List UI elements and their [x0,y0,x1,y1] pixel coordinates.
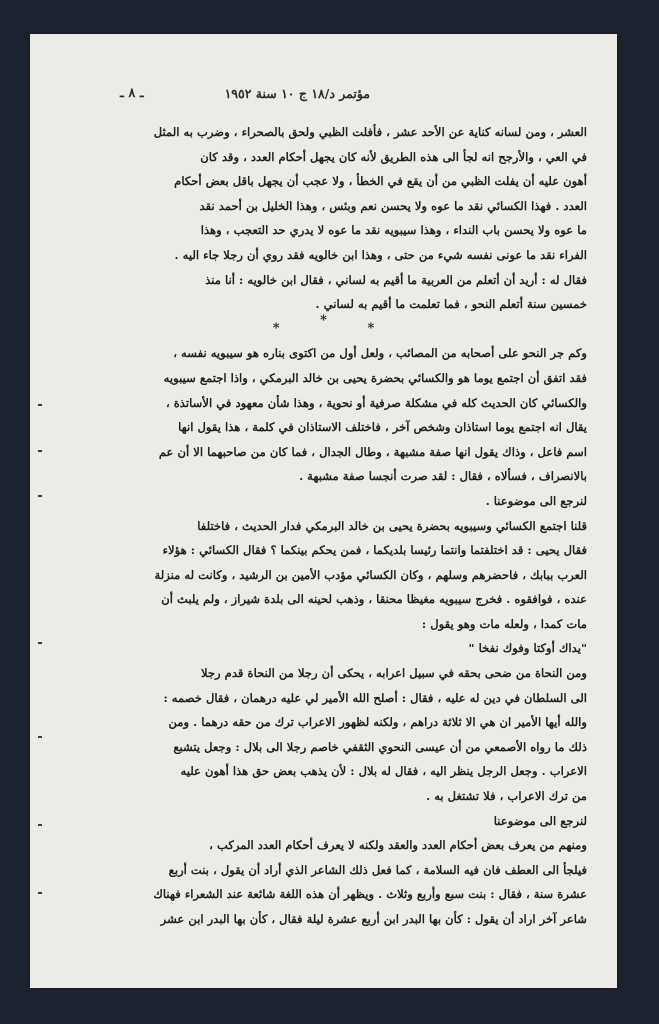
page-number: ـ ٨ ـ [120,86,144,101]
text-line: العشر ، ومن لسانه كناية عن الأحد عشر ، فأفلت الظبي ولحق بالصحراء ، وضرب به المثل [153,125,587,139]
text-line: قلنا اجتمع الكسائي وسيبويه بحضرة يحيى بن خالد البرمكي فدار الحديث ، فاختلفا [197,518,587,533]
margin-mark [38,404,42,406]
text-line: العدد . فهذا الكسائي نقد ما عوه ولا يحسن نعم وبئس ، وهذا الخليل بن أحمد نقد [199,198,587,213]
separator-star: * [320,312,327,328]
text-line: اسم فاعل ، وذاك يقول انها صفة مشبهة ، وطال الجدال ، فما كان من صاحبهما الا أن عم [158,444,587,459]
margin-mark [38,642,42,644]
text-line: أهون عليه أن يفلت الظبي من أن يقع في الخطأ ، ولا عجب أن يجهل باقل بعض أحكام [174,174,587,189]
margin-mark [38,736,42,738]
text-line: شاعر آخر اراد أن يقول : كأن بها البدر ابن أربع عشرة ليلة فقال ، كأن بها البدر ابن عشر [160,912,587,926]
text-line: وكم جر النحو على أصحابه من المصائب ، ولعل أول من اكتوى بناره هو سيبويه نفسه ، [173,346,587,361]
text-line: من ترك الاعراب ، فلا تشتغل به . [426,789,587,804]
text-line: يقال انه اجتمع يوما استاذان وشخص آخر ، فاختلف الاستاذان في كلمة ، هذا يقول انها [178,420,587,435]
text-line: الفراء نقد ما عونى نفسه شيء من حتى ، وهذا ابن خالويه فقد روي أن رجلا جاء اليه . [174,247,587,262]
text-line: لنرجع الى موضوعنا . [485,493,587,508]
text-line: ذلك ما رواه الأصمعي من أن عيسى النحوي الثقفي خاصم رجلا الى بلال : وجعل يتشبع [173,739,587,754]
text-line: فيلجأ الى العطف فان فيه السلامة ، كما فعل ذلك الشاعر الذي أراد أن يقول ، بنت أربع [168,862,587,877]
margin-mark [38,450,42,452]
text-line: ومنهم من يعرف بعض أحكام العدد والعقد ولكنه لا يعرف أحكام العدد المركب ، [209,838,587,853]
text-line: الى السلطان في دين له عليه ، فقال : أصلح الله الأمير لي عليه درهمان ، فقال خصمه : [163,690,587,705]
text-line: العرب ببابك ، فاحضرهم وسلهم ، وكان الكسائي مؤدب الأمين بن الرشيد ، وكانت له منزلة [154,567,587,582]
text-line: لنرجع الى موضوعنا [493,813,587,828]
quoted-verse: "يداك أوكتا وفوك نفخا " [468,641,587,656]
margin-mark [38,824,42,826]
text-line: والله أيها الأمير ان هي الا ثلاثة دراهم ، ولكنه لظهور الاعراب ترك من حقه درهما . ومن [168,715,587,730]
text-line: الاعراب . وجعل الرجل ينظر اليه ، فقال له بلال : لأن يذهب بعض حق هذا أهون عليه [180,764,587,779]
text-line: بالانصراف ، فسألاه ، فقال : لقد صرت أنجسا صفة مشبهة . [299,469,587,484]
text-line: فقال يحيى : قد اختلفتما وانتما رئيسا بلديكما ، فمن يحكم بينكما ؟ فقال الكسائي : هؤلاء [162,543,587,558]
document-page [30,34,617,988]
text-line: خمسين سنة أتعلم النحو ، فما تعلمت ما أقيم به لساني . [315,297,587,312]
margin-mark [38,495,42,497]
text-line: عنده ، فوافقوه . فخرج سيبويه مغيظا محنقا ، وذهب لحينه الى بلدة شيراز ، ولم يلبث أن [161,592,587,607]
body-text [60,120,587,962]
text-line: فقد اتفق أن اجتمع يوما هو والكسائي بحضرة يحيى بن خالد البرمكي ، واذا اجتمع سيبويه [163,370,587,385]
text-line: مات كمدا ، ولعله مات وهو يقول : [421,616,587,631]
separator-star: * [272,320,280,336]
text-line: ومن النحاة من ضحى بحقه في سبيل اعرابه ، يحكى أن رجلا من النحاة قدم رجلا [200,666,587,681]
section-separator [60,312,587,342]
separator-star: * [367,320,375,336]
conference-citation: مؤتمر د/١٨ ج ١٠ سنة ١٩٥٢ [224,86,370,101]
text-line: والكسائي كان الحديث كله في مشكلة صرفية أو نحوية ، وهذا شأن معهود في الأساتذة ، [165,395,587,410]
text-line: فقال له : أريد أن أتعلم من العربية ما أقيم به لساني ، فقال ابن خالويه : أنا منذ [205,272,587,287]
text-line: في العي ، والأرجح انه لجأ الى هذه الطريق لأنه كان يجهل أحكام العدد ، وقد كان [200,149,587,164]
page-header [120,86,370,101]
text-line: عشرة سنة ، فقال : بنت سبع وأربع وثلاث . ويظهر أن هذه اللغة شائعة عند الشعراء فهناك [153,887,587,902]
margin-mark [38,892,42,894]
text-line: ما عوه ولا يحسن باب النداء ، وهذا سيبويه نقد ما عوه لا يدري حد التعجب ، وهذا [200,223,587,238]
